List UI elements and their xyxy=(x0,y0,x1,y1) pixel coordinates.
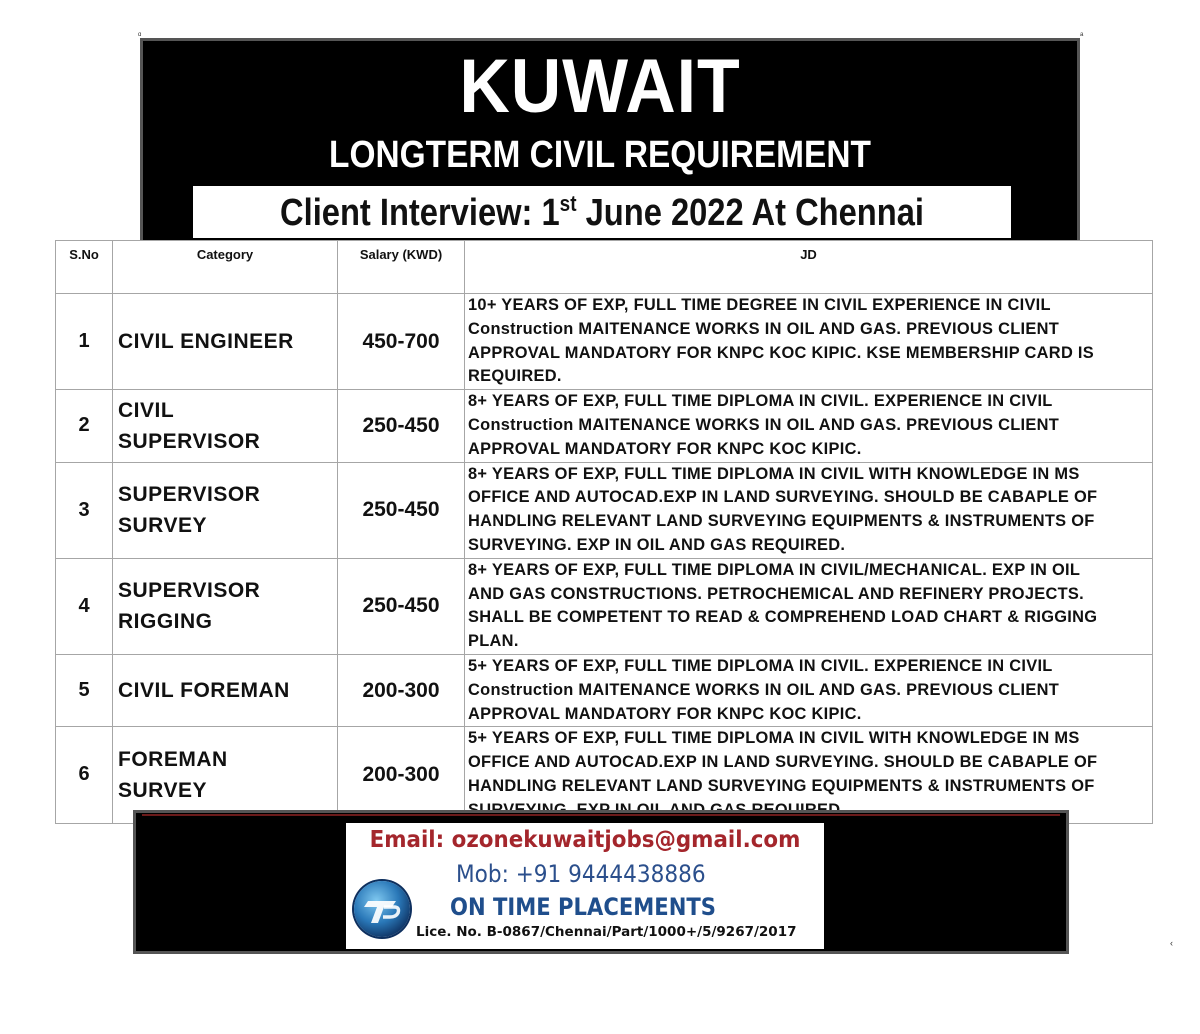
contact-mobile[interactable]: Mob: +91 9444438886 xyxy=(456,860,706,888)
jd-line: Construction MAITENANCE WORKS IN OIL AND GAS. PREVIOUS CLIENT xyxy=(468,680,1060,699)
category-line: RIGGING xyxy=(118,610,213,634)
jd-line: OFFICE AND AUTOCAD.EXP IN LAND SURVEYING. SHOULD BE CABAPLE OF xyxy=(468,488,1098,507)
cell-category xyxy=(113,654,338,726)
contact-email[interactable]: Email: ozonekuwaitjobs@gmail.com xyxy=(369,827,801,853)
jd-line: 5+ YEARS OF EXP, FULL TIME DIPLOMA IN CIVIL. EXPERIENCE IN CIVIL xyxy=(468,656,1053,675)
jd-line: APPROVAL MANDATORY FOR KNPC KOC KIPIC. xyxy=(468,704,862,723)
cell-salary: 450-700 xyxy=(338,294,465,390)
jd-line: OFFICE AND AUTOCAD.EXP IN LAND SURVEYING. SHOULD BE CABAPLE OF xyxy=(468,753,1098,772)
column-header-jd: JD xyxy=(465,241,1153,294)
jd-line: 5+ YEARS OF EXP, FULL TIME DIPLOMA IN CIVIL WITH KNOWLEDGE IN MS xyxy=(468,729,1080,748)
footer-divider xyxy=(142,814,1060,816)
jd-line: Construction MAITENANCE WORKS IN OIL AND GAS. PREVIOUS CLIENT xyxy=(468,319,1060,338)
jd-line: HANDLING RELEVANT LAND SURVEYING EQUIPMENTS & INSTRUMENTS OF xyxy=(468,776,1095,795)
cell-sno: 5 xyxy=(56,654,113,726)
cell-jd xyxy=(465,390,1153,462)
jd-line: 8+ YEARS OF EXP, FULL TIME DIPLOMA IN CIVIL/MECHANICAL. EXP IN OIL xyxy=(468,560,1081,579)
interview-ordinal: st xyxy=(559,191,577,216)
column-header-salary: Salary (KWD) xyxy=(338,241,465,294)
company-logo-icon xyxy=(354,881,410,937)
jd-line: PLAN. xyxy=(468,632,519,651)
category-line: SURVEY xyxy=(118,778,207,802)
jd-line: Construction MAITENANCE WORKS IN OIL AND GAS. PREVIOUS CLIENT xyxy=(468,415,1060,434)
jd-line: APPROVAL MANDATORY FOR KNPC KOC KIPIC. xyxy=(468,439,862,458)
table-row xyxy=(56,462,1153,558)
cell-salary: 250-450 xyxy=(338,462,465,558)
cell-category xyxy=(113,390,338,462)
page-title: KUWAIT xyxy=(459,44,741,129)
jd-line: AND GAS CONSTRUCTIONS. PETROCHEMICAL AND REFINERY PROJECTS. xyxy=(468,584,1085,603)
jd-line: REQUIRED. xyxy=(468,367,562,386)
cell-sno: 4 xyxy=(56,558,113,654)
cell-salary: 200-300 xyxy=(338,727,465,823)
interview-suffix: June 2022 At Chennai xyxy=(576,192,924,234)
licence-number: Lice. No. B-0867/Chennai/Part/1000+/5/9267/2017 xyxy=(416,924,797,940)
jd-line: HANDLING RELEVANT LAND SURVEYING EQUIPMENTS & INSTRUMENTS OF xyxy=(468,512,1095,531)
jd-line: SHALL BE COMPETENT TO READ & COMPREHEND LOAD CHART & RIGGING xyxy=(468,608,1098,627)
table-row xyxy=(56,558,1153,654)
cell-sno: 6 xyxy=(56,727,113,823)
cell-jd xyxy=(465,462,1153,558)
category-line: CIVIL xyxy=(118,398,175,422)
company-name: ON TIME PLACEMENTS xyxy=(450,893,716,921)
category-line: CIVIL FOREMAN xyxy=(118,679,290,703)
interview-text xyxy=(250,190,953,236)
category-line: SUPERVISOR xyxy=(118,579,261,603)
jd-line: APPROVAL MANDATORY FOR KNPC KOC KIPIC. KSE MEMBERSHIP CARD IS xyxy=(468,343,1095,362)
cell-jd xyxy=(465,654,1153,726)
table-header-row xyxy=(56,241,1153,294)
table-body xyxy=(56,294,1153,824)
cell-jd xyxy=(465,294,1153,390)
interview-banner xyxy=(193,186,1011,238)
jd-line: 8+ YEARS OF EXP, FULL TIME DIPLOMA IN CIVIL WITH KNOWLEDGE IN MS xyxy=(468,464,1080,483)
cell-sno: 2 xyxy=(56,390,113,462)
jd-line: 10+ YEARS OF EXP, FULL TIME DEGREE IN CIVIL EXPERIENCE IN CIVIL xyxy=(468,296,1051,314)
cell-category xyxy=(113,294,338,390)
cell-salary: 200-300 xyxy=(338,654,465,726)
table-row xyxy=(56,727,1153,823)
table-row xyxy=(56,390,1153,462)
table-row xyxy=(56,294,1153,390)
cell-sno: 3 xyxy=(56,462,113,558)
contact-card xyxy=(346,823,824,949)
cell-jd xyxy=(465,558,1153,654)
cell-category xyxy=(113,462,338,558)
cell-sno: 1 xyxy=(56,294,113,390)
table-row xyxy=(56,654,1153,726)
corner-mark: ᵃ xyxy=(1080,30,1084,40)
category-line: SURVEY xyxy=(118,514,207,538)
interview-prefix: Client Interview: 1 xyxy=(280,192,560,234)
cell-salary: 250-450 xyxy=(338,390,465,462)
category-line: SUPERVISOR xyxy=(118,483,261,507)
corner-mark: ᵅ xyxy=(138,30,142,40)
cell-category xyxy=(113,727,338,823)
category-line: FOREMAN xyxy=(118,747,228,771)
column-header-category: Category xyxy=(113,241,338,294)
cell-salary: 250-450 xyxy=(338,558,465,654)
jd-line: 8+ YEARS OF EXP, FULL TIME DIPLOMA IN CIVIL. EXPERIENCE IN CIVIL xyxy=(468,392,1053,411)
corner-mark: ‹ xyxy=(1170,938,1173,948)
page-subtitle: LONGTERM CIVIL REQUIREMENT xyxy=(329,134,871,176)
category-line: CIVIL ENGINEER xyxy=(118,330,294,354)
cell-category xyxy=(113,558,338,654)
column-header-sno: S.No xyxy=(56,241,113,294)
jd-line: SURVEYING. EXP IN OIL AND GAS REQUIRED. xyxy=(468,535,846,554)
category-line: SUPERVISOR xyxy=(118,429,261,453)
cell-jd xyxy=(465,727,1153,823)
requirements-table xyxy=(55,240,1153,824)
